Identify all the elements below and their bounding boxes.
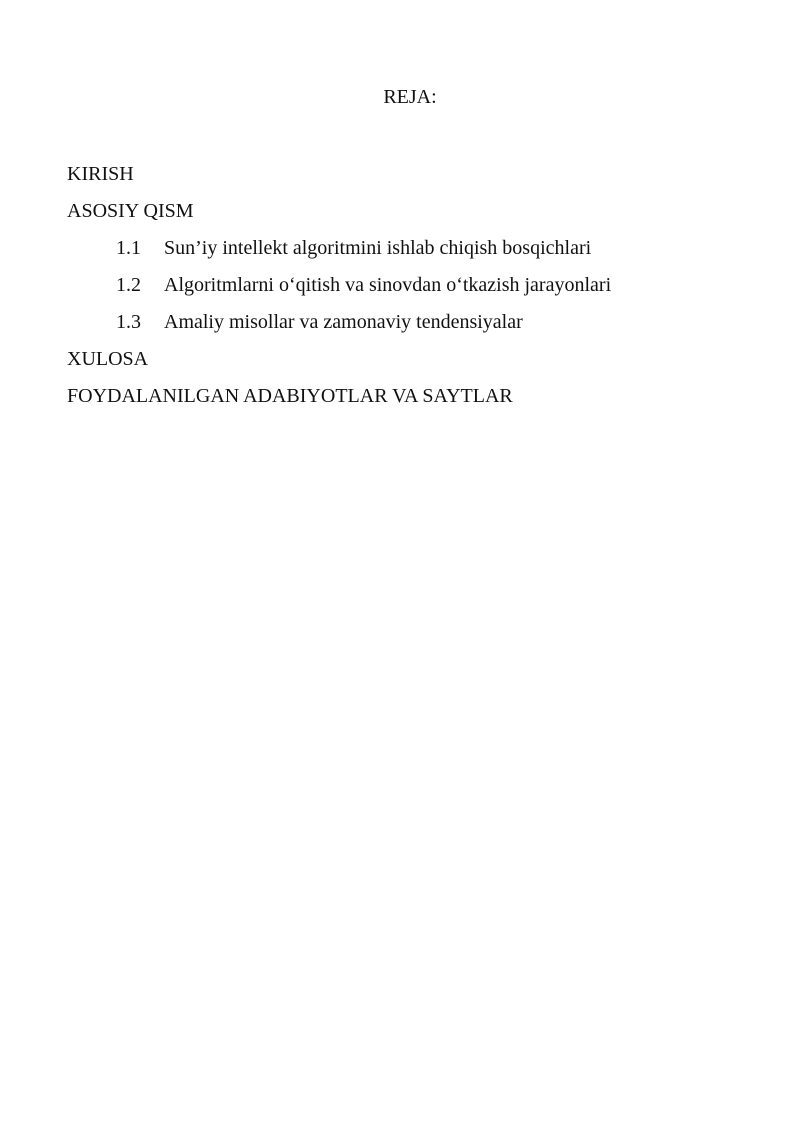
toc-subitem-number: 1.3	[116, 311, 141, 333]
toc-subitem-number: 1.1	[116, 237, 141, 259]
toc-item-text: KIRISH	[67, 163, 134, 185]
toc-subitem-1-1	[67, 230, 767, 267]
toc-subitem-text: Amaliy misollar va zamonaviy tendensiyalar	[164, 311, 523, 333]
toc-subitem-text: Sun’iy intellekt algoritmini ishlab chiqish bosqichlari	[164, 237, 592, 259]
toc-item-text: ASOSIY QISM	[67, 200, 194, 222]
toc-item-text: FOYDALANILGAN ADABIYOTLAR VA SAYTLAR	[67, 385, 513, 407]
page-title: REJA:	[383, 86, 437, 108]
toc-item-xulosa	[67, 341, 767, 378]
toc-subitem-text: Algoritmlarni o‘qitish va sinovdan o‘tkazish jarayonlari	[164, 274, 612, 296]
toc-subitem-1-2	[67, 267, 767, 304]
toc-item-kirish	[67, 156, 767, 193]
toc-item-foydalanilgan-adabiyotlar	[67, 378, 767, 415]
toc-item-asosiy-qism	[67, 193, 767, 230]
toc-subitem-number: 1.2	[116, 274, 141, 296]
table-of-contents	[67, 156, 767, 415]
toc-item-text: XULOSA	[67, 348, 149, 370]
toc-subitem-1-3	[67, 304, 767, 341]
